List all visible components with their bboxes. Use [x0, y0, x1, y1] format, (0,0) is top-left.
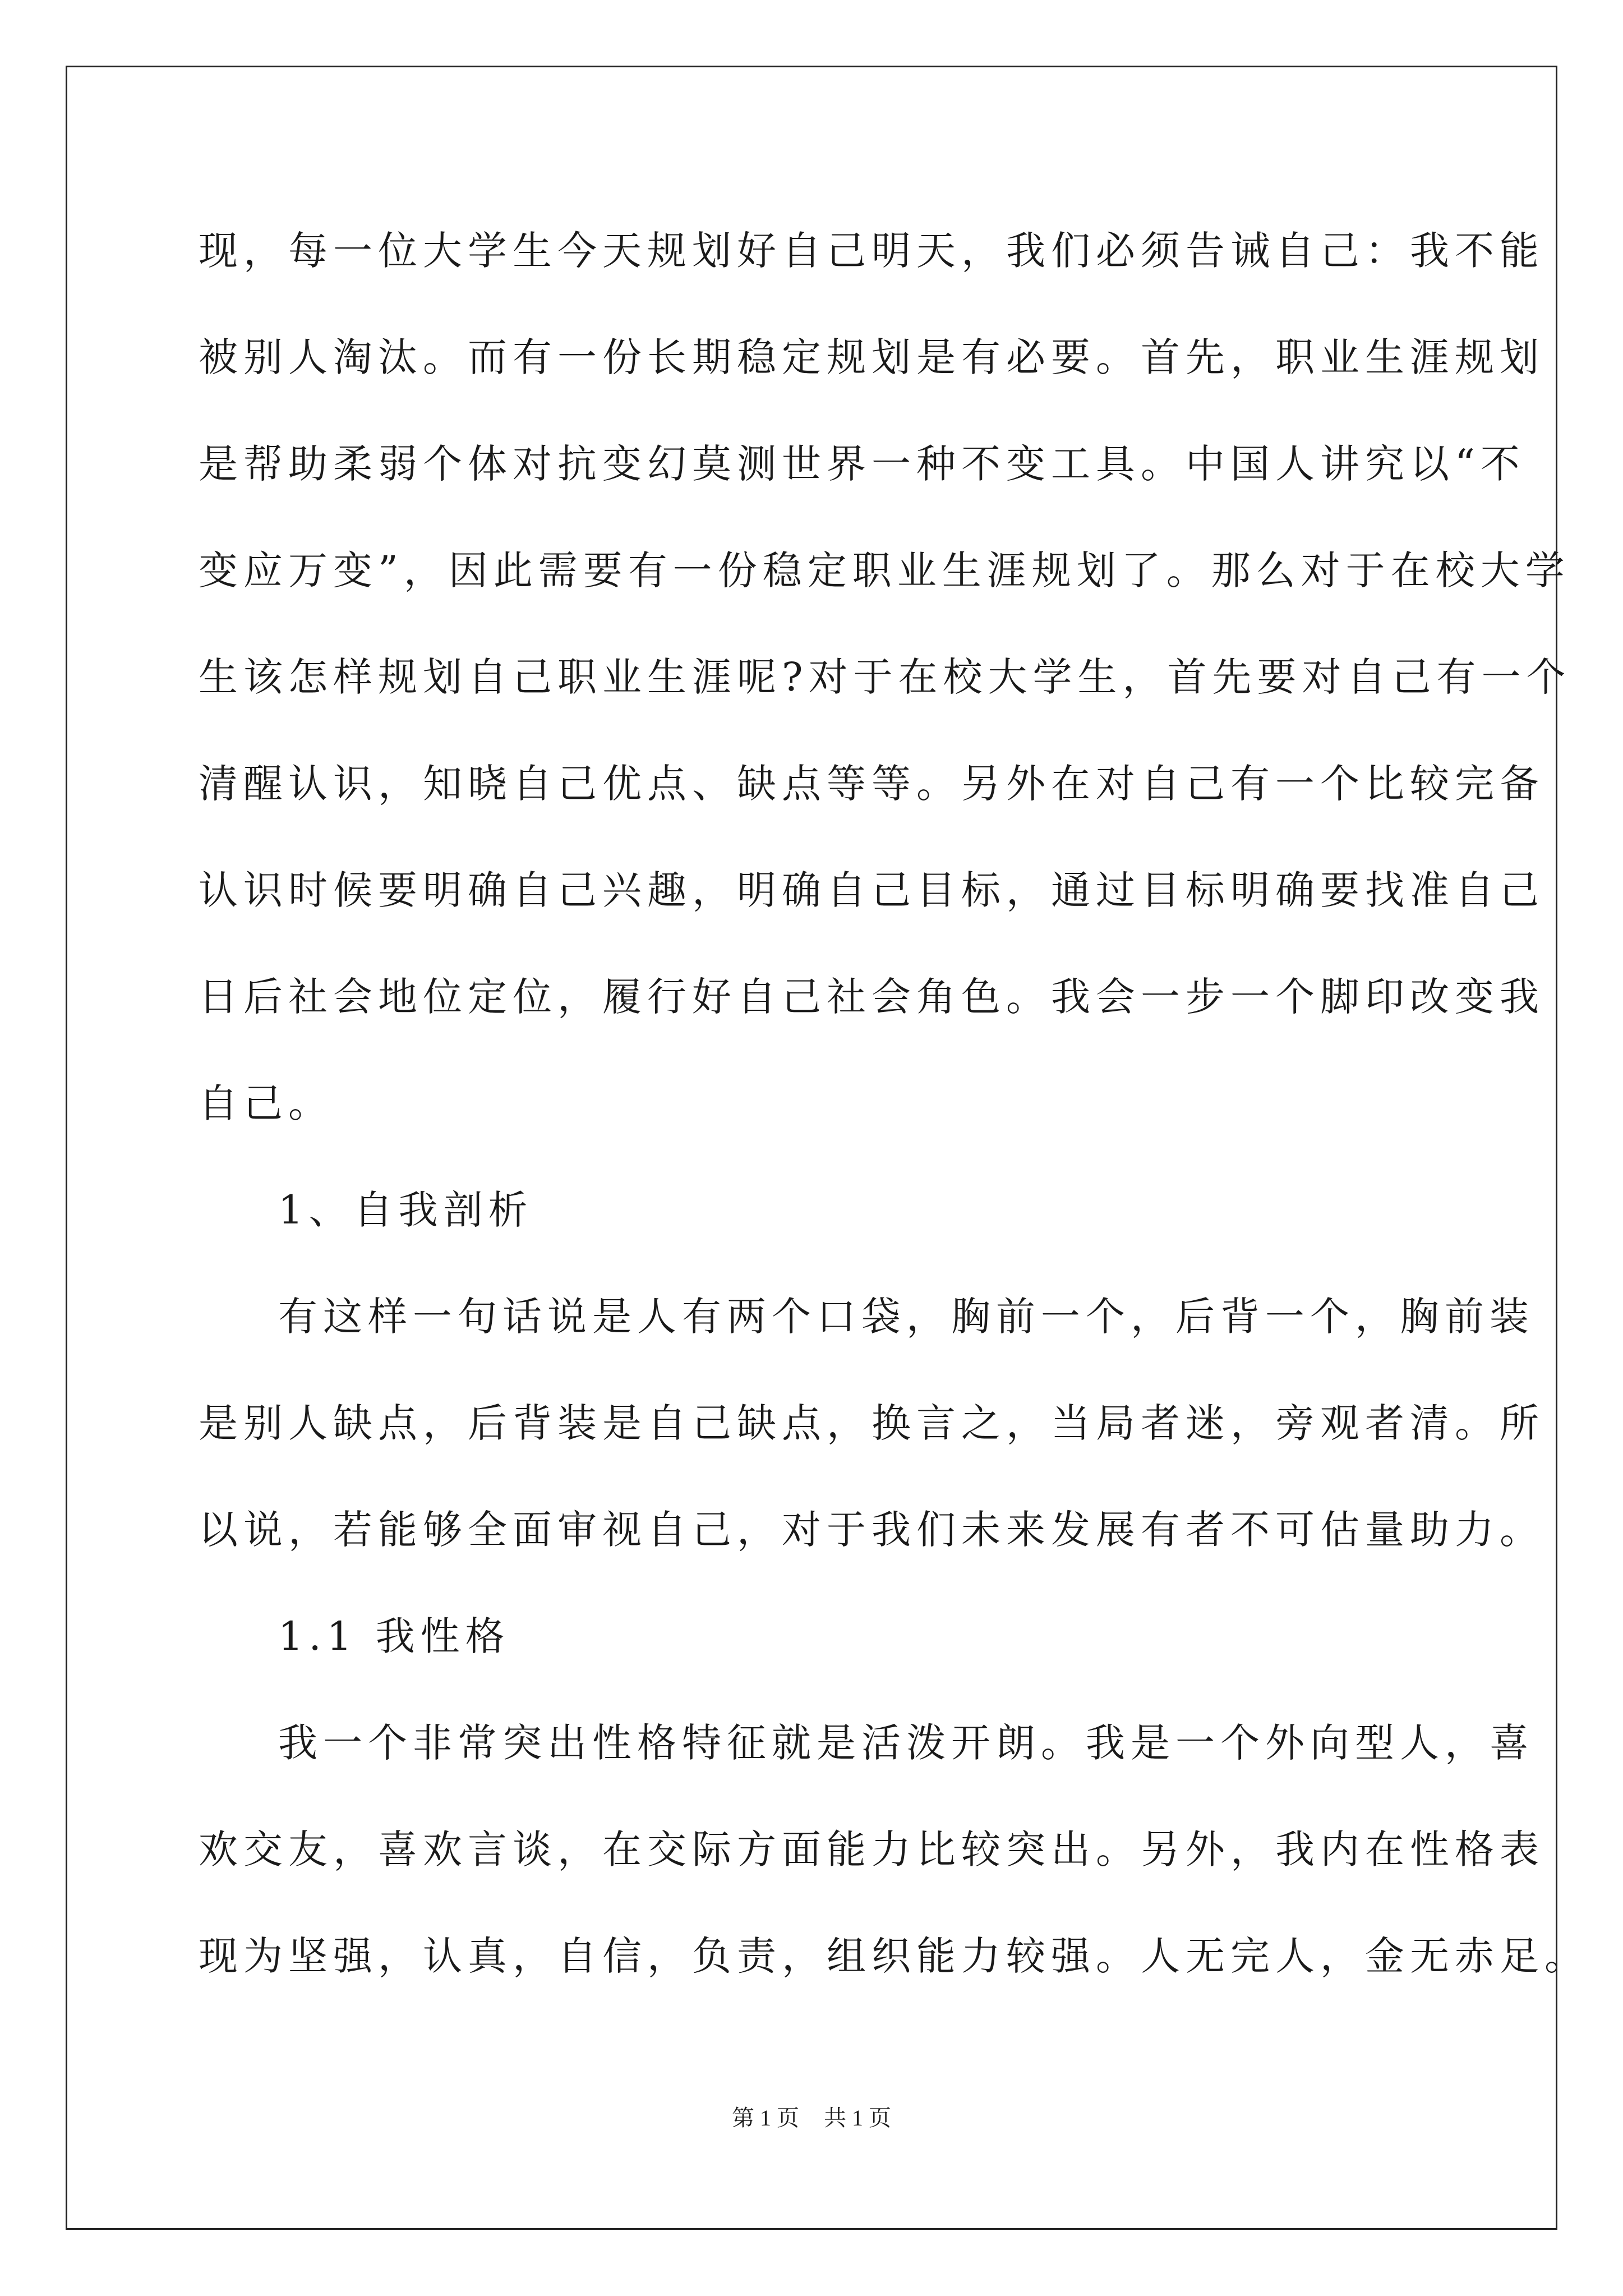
page-footer [0, 2102, 1623, 2134]
paragraph-line: 变应万变”，因此需要有一份稳定职业生涯规划了。那么对于在校大学 [199, 547, 1570, 593]
paragraph-line: 自己。 [199, 1080, 333, 1126]
paragraph-line: 认识时候要明确自己兴趣，明确自己目标，通过目标明确要找准自己 [199, 867, 1544, 913]
paragraph-line: 有这样一句话说是人有两个口袋，胸前一个，后背一个，胸前装 [278, 1294, 1534, 1340]
page-frame [66, 66, 1557, 2230]
paragraph-line: 我一个非常突出性格特征就是活泼开朗。我是一个外向型人，喜 [278, 1720, 1534, 1766]
page-total: 共 1 页 [824, 2105, 891, 2131]
section-heading: 1、自我剖析 [278, 1187, 533, 1233]
paragraph-line: 以说，若能够全面审视自己，对于我们未来发展有者不可估量助力。 [199, 1507, 1544, 1553]
paragraph-line: 生该怎样规划自己职业生涯呢?对于在校大学生，首先要对自己有一个 [199, 654, 1571, 700]
paragraph-line: 清醒认识，知晓自己优点、缺点等等。另外在对自己有一个比较完备 [199, 761, 1544, 807]
paragraph-line: 是别人缺点，后背装是自己缺点，换言之，当局者迷，旁观者清。所 [199, 1400, 1544, 1446]
paragraph-line: 是帮助柔弱个体对抗变幻莫测世界一种不变工具。中国人讲究以“不 [199, 441, 1525, 487]
paragraph-line: 现为坚强，认真，自信，负责，组织能力较强。人无完人，金无赤足。 [199, 1933, 1589, 1979]
subsection-heading: 1.1 我性格 [278, 1613, 510, 1659]
paragraph-line: 被别人淘汰。而有一份长期稳定规划是有必要。首先，职业生涯规划 [199, 334, 1544, 380]
paragraph-line: 现，每一位大学生今天规划好自己明天，我们必须告诫自己：我不能 [199, 228, 1544, 274]
page-number: 第 1 页 [732, 2105, 799, 2131]
paragraph-line: 欢交友，喜欢言谈，在交际方面能力比较突出。另外，我内在性格表 [199, 1826, 1544, 1872]
paragraph-line: 日后社会地位定位，履行好自己社会角色。我会一步一个脚印改变我 [199, 974, 1544, 1020]
